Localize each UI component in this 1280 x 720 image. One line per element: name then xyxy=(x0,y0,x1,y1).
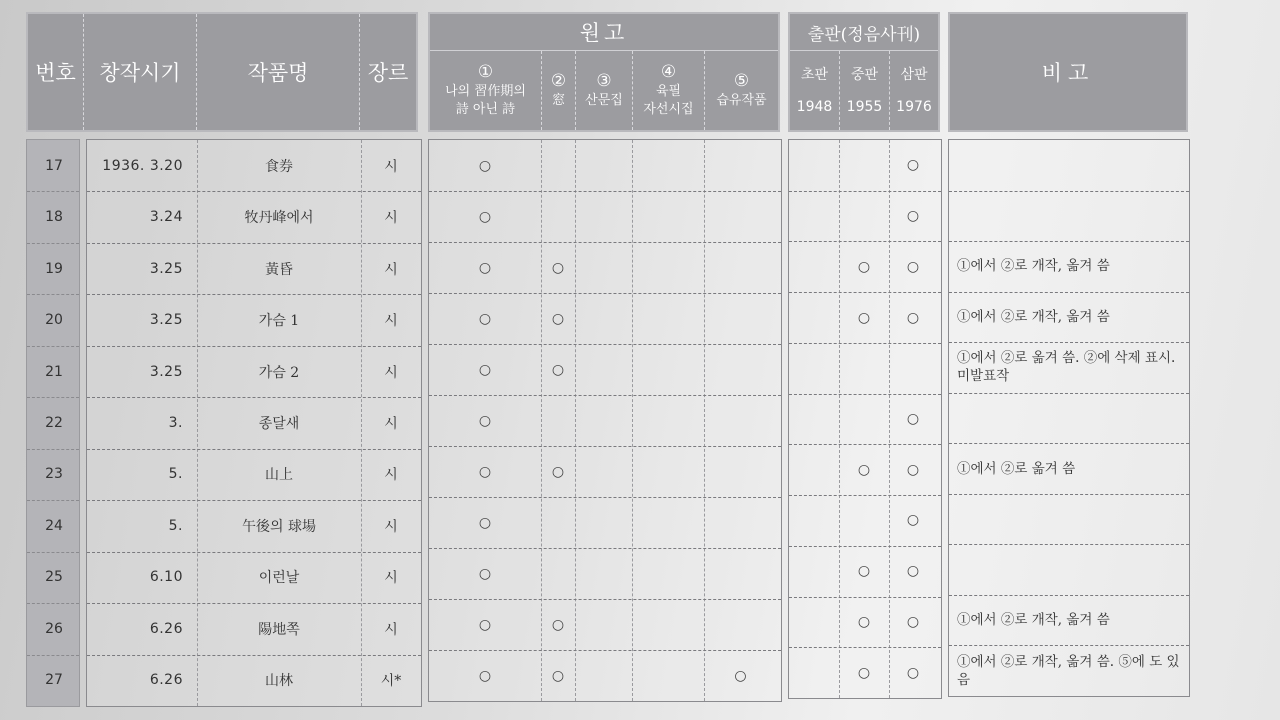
ms-mark: ○ xyxy=(551,361,565,378)
ms-mark xyxy=(541,548,575,599)
pub-mark: ○ xyxy=(906,613,920,630)
row-genre: 시 xyxy=(384,158,398,175)
ms-mark xyxy=(632,191,704,242)
pub-mark: ○ xyxy=(857,309,871,326)
ms-mark xyxy=(575,344,632,395)
ms-mark xyxy=(541,191,575,242)
pub-mark xyxy=(789,241,839,292)
ms-mark: ○ xyxy=(551,616,565,633)
manuscript-title-label: 원고 xyxy=(579,21,629,45)
ms-mark: ○ xyxy=(478,412,492,429)
ms-col-mark: ⑤ xyxy=(733,70,750,91)
pub-mark xyxy=(839,140,889,191)
pub-mark: ○ xyxy=(906,157,920,174)
header-date xyxy=(84,14,197,130)
ms-col-header-1 xyxy=(430,51,542,130)
ms-mark xyxy=(575,446,632,497)
row-remark xyxy=(957,544,1185,595)
ms-mark: ○ xyxy=(551,463,565,480)
pub-mark xyxy=(839,394,889,445)
header-num-label: 번호 xyxy=(35,61,76,85)
header-remarks xyxy=(948,12,1188,132)
ms-mark xyxy=(575,242,632,293)
ms-mark xyxy=(575,395,632,446)
header-manuscript-title xyxy=(430,14,778,51)
row-number: 20 xyxy=(45,312,63,329)
row-genre: 시 xyxy=(384,313,398,330)
row-title: 陽地쪽 xyxy=(258,621,300,638)
header-title xyxy=(197,14,360,130)
pub-mark xyxy=(789,597,839,648)
pub-mark: ○ xyxy=(906,410,920,427)
row-title: 牧丹峰에서 xyxy=(244,210,314,227)
header-num xyxy=(28,14,84,130)
header-left-group xyxy=(26,12,418,132)
row-title: 종달새 xyxy=(258,415,300,432)
row-title: 食券 xyxy=(265,158,293,175)
row-remark xyxy=(957,393,1185,444)
ms-col-mark: ② xyxy=(550,70,567,91)
ms-col-label1: 산문집 xyxy=(585,92,623,108)
row-title: 가슴 2 xyxy=(258,364,300,381)
row-number: 21 xyxy=(45,363,63,380)
row-title: 山林 xyxy=(265,673,293,690)
ms-mark xyxy=(704,344,777,395)
ms-mark xyxy=(632,344,704,395)
pub-mark xyxy=(839,191,889,242)
ms-mark xyxy=(575,548,632,599)
row-date: 3. xyxy=(168,414,183,431)
row-number: 22 xyxy=(45,414,63,431)
ms-mark: ○ xyxy=(478,514,492,531)
ms-col-header-2 xyxy=(542,51,576,130)
ms-mark xyxy=(575,293,632,344)
row-genre: 시 xyxy=(384,621,398,638)
pub-mark xyxy=(839,495,889,546)
ms-mark xyxy=(704,293,777,344)
row-date: 3.24 xyxy=(149,209,183,226)
row-divider xyxy=(27,655,79,656)
row-date: 6.26 xyxy=(149,672,183,689)
pub-mark: ○ xyxy=(857,613,871,630)
ms-mark xyxy=(632,599,704,650)
ms-mark xyxy=(704,599,777,650)
pub-mark xyxy=(889,343,937,394)
pub-mark: ○ xyxy=(857,563,871,580)
row-remark: ①에서 ②로 개작, 옮겨 씀. ⑤에 도 있음 xyxy=(957,653,1180,688)
row-divider xyxy=(27,397,79,398)
row-number: 26 xyxy=(45,620,63,637)
pub-mark: ○ xyxy=(857,258,871,275)
ms-mark xyxy=(575,497,632,548)
remarks-label: 비고 xyxy=(1041,61,1095,85)
pub-col-header-2 xyxy=(840,51,890,130)
ms-col-mark: ① xyxy=(477,61,494,82)
ms-col-header-3 xyxy=(576,51,633,130)
pub-col-year: 1976 xyxy=(896,98,932,115)
row-genre: 시 xyxy=(384,518,398,535)
pub-col-year: 1955 xyxy=(846,98,883,115)
ms-mark: ○ xyxy=(478,259,492,276)
ms-mark: ○ xyxy=(734,667,747,684)
row-remark: ①에서 ②로 옮겨 씀. ②에 삭제 표시. 미발표작 xyxy=(957,350,1176,385)
ms-col-mark: ④ xyxy=(660,61,677,82)
row-divider xyxy=(27,500,79,501)
ms-col-label1: 육필 xyxy=(655,83,682,99)
ms-mark xyxy=(704,497,777,548)
pub-mark: ○ xyxy=(906,258,920,275)
pub-mark xyxy=(789,444,839,495)
row-remark xyxy=(957,140,1185,191)
pub-col-label: 중판 xyxy=(850,66,879,83)
pub-col-header-3 xyxy=(890,51,938,130)
row-divider xyxy=(27,191,79,192)
row-number: 19 xyxy=(45,260,63,277)
row-date: 3.25 xyxy=(149,312,183,329)
ms-col-header-5 xyxy=(705,51,778,130)
ms-mark: ○ xyxy=(478,361,492,378)
table-body-left xyxy=(86,139,422,707)
ms-mark xyxy=(575,140,632,191)
row-date: 3.25 xyxy=(149,260,183,277)
pub-mark: ○ xyxy=(857,664,871,681)
ms-mark xyxy=(632,446,704,497)
row-date: 6.26 xyxy=(149,620,183,637)
pub-col-year: 1948 xyxy=(796,98,833,115)
ms-mark: ○ xyxy=(478,208,492,225)
ms-mark xyxy=(632,140,704,191)
pub-mark: ○ xyxy=(857,461,871,478)
pub-col-label: 초판 xyxy=(800,66,829,83)
ms-mark: ○ xyxy=(478,310,492,327)
ms-mark xyxy=(632,293,704,344)
ms-mark: ○ xyxy=(478,667,492,684)
ms-col-label2: 詩 아닌 詩 xyxy=(455,101,516,117)
ms-col-header-4 xyxy=(633,51,705,130)
header-genre-label: 장르 xyxy=(367,61,409,85)
header-manuscript-group xyxy=(428,12,780,132)
row-date: 6.10 xyxy=(149,569,183,586)
number-column xyxy=(26,139,80,707)
row-divider xyxy=(27,346,79,347)
row-genre: 시 xyxy=(384,210,398,227)
ms-mark: ○ xyxy=(551,310,565,327)
table-body-manuscript xyxy=(428,139,782,702)
ms-col-label2: 자선시집 xyxy=(643,101,694,117)
pub-mark: ○ xyxy=(906,309,920,326)
ms-mark xyxy=(541,395,575,446)
pub-mark: ○ xyxy=(906,664,920,681)
header-publish-title xyxy=(790,14,938,51)
row-divider xyxy=(27,603,79,604)
row-date: 3.25 xyxy=(149,363,183,380)
pub-mark xyxy=(789,292,839,343)
row-divider xyxy=(27,552,79,553)
row-genre: 시 xyxy=(384,261,398,278)
pub-mark: ○ xyxy=(906,512,920,529)
row-date: 5. xyxy=(168,517,183,534)
ms-mark xyxy=(704,395,777,446)
row-number: 18 xyxy=(45,209,63,226)
row-remark: ①에서 ②로 개작, 옮겨 씀 xyxy=(957,258,1110,275)
ms-mark xyxy=(704,242,777,293)
ms-mark xyxy=(704,140,777,191)
ms-mark xyxy=(704,548,777,599)
publish-title-label: 출판(정음사刊) xyxy=(807,24,921,45)
row-number: 17 xyxy=(45,157,63,174)
header-date-label: 창작시기 xyxy=(99,61,181,85)
ms-mark: ○ xyxy=(478,565,492,582)
row-divider xyxy=(27,294,79,295)
ms-mark: ○ xyxy=(478,157,492,174)
row-date: 1936. 3.20 xyxy=(102,157,183,174)
row-genre: 시 xyxy=(384,415,398,432)
table-body-publish xyxy=(788,139,942,699)
pub-mark: ○ xyxy=(906,461,920,478)
header-genre xyxy=(360,14,416,130)
pub-mark xyxy=(839,343,889,394)
row-number: 25 xyxy=(45,569,63,586)
row-title: 山上 xyxy=(265,467,293,484)
row-date: 5. xyxy=(168,466,183,483)
pub-mark xyxy=(789,394,839,445)
pub-mark xyxy=(789,647,839,698)
ms-mark: ○ xyxy=(551,667,565,684)
pub-mark: ○ xyxy=(906,563,920,580)
ms-mark xyxy=(575,599,632,650)
row-number: 24 xyxy=(45,517,63,534)
ms-mark: ○ xyxy=(478,463,492,480)
table-body-remarks xyxy=(948,139,1190,697)
row-title: 黃昏 xyxy=(265,261,293,278)
pub-mark xyxy=(789,546,839,597)
ms-mark xyxy=(575,650,632,701)
pub-col-header-1 xyxy=(790,51,840,130)
ms-col-label1: 窓 xyxy=(551,92,565,108)
pub-mark xyxy=(789,343,839,394)
ms-mark xyxy=(704,191,777,242)
row-remark xyxy=(957,191,1185,242)
row-divider xyxy=(27,449,79,450)
row-title: 가슴 1 xyxy=(258,313,300,330)
ms-mark: ○ xyxy=(551,259,565,276)
ms-mark xyxy=(704,446,777,497)
row-genre: 시 xyxy=(384,467,398,484)
row-genre: 시 xyxy=(384,364,398,381)
pub-col-label: 삼판 xyxy=(900,66,928,83)
row-remark: ①에서 ②로 옮겨 씀 xyxy=(957,460,1076,477)
row-remark: ①에서 ②로 개작, 옮겨 씀 xyxy=(957,612,1110,629)
ms-mark xyxy=(632,548,704,599)
header-title-label: 작품명 xyxy=(247,61,309,85)
pub-mark xyxy=(789,140,839,191)
row-number: 27 xyxy=(45,672,63,689)
row-title: 午後의 球場 xyxy=(242,518,316,535)
pub-mark xyxy=(789,191,839,242)
row-divider xyxy=(27,243,79,244)
ms-mark: ○ xyxy=(478,616,492,633)
ms-mark xyxy=(541,497,575,548)
ms-mark xyxy=(575,191,632,242)
ms-mark xyxy=(632,650,704,701)
ms-col-label1: 습유작품 xyxy=(716,92,767,108)
ms-mark xyxy=(632,395,704,446)
pub-mark xyxy=(789,495,839,546)
ms-mark xyxy=(632,497,704,548)
ms-col-label1: 나의 習作期의 xyxy=(445,83,526,99)
row-genre: 시 xyxy=(384,570,398,587)
ms-mark xyxy=(632,242,704,293)
row-title: 이런날 xyxy=(258,570,300,587)
pub-mark: ○ xyxy=(906,208,920,225)
row-number: 23 xyxy=(45,466,63,483)
row-remark xyxy=(957,494,1185,545)
row-genre: 시* xyxy=(380,673,402,690)
header-publish-group xyxy=(788,12,940,132)
row-remark: ①에서 ②로 개작, 옮겨 씀 xyxy=(957,308,1110,325)
ms-mark xyxy=(541,140,575,191)
ms-col-mark: ③ xyxy=(596,70,612,91)
